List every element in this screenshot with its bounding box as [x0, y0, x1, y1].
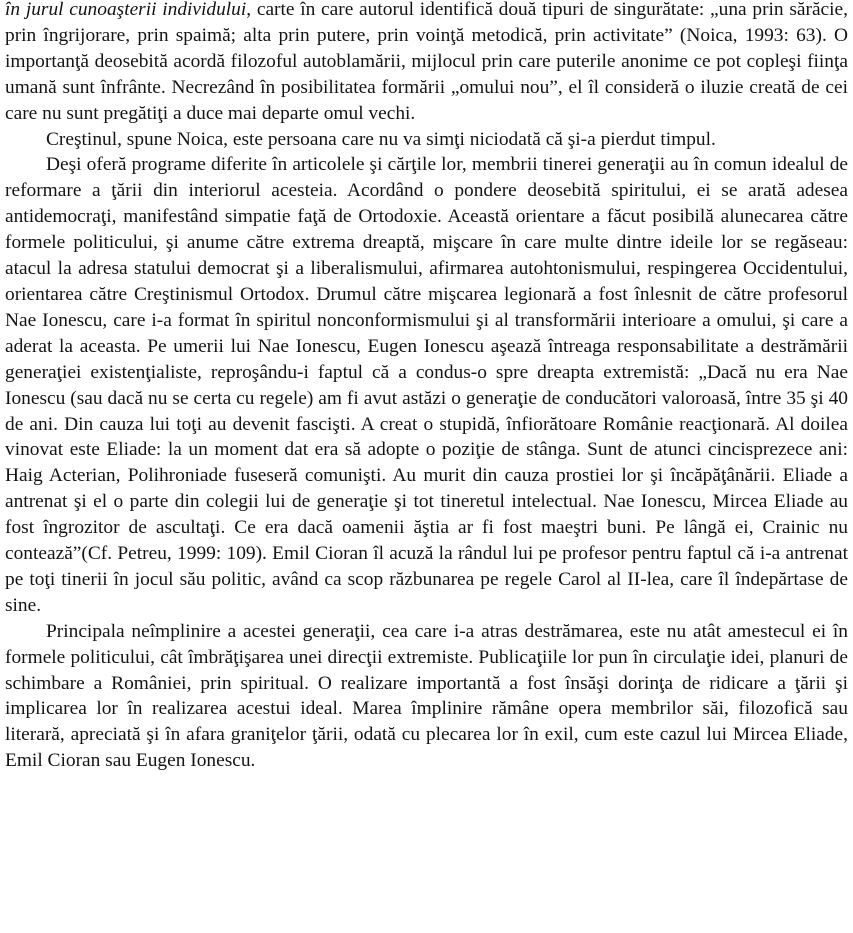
book-title-italic: în jurul cunoaşterii individului [5, 0, 247, 20]
paragraph-4: Principala neîmplinire a acestei generaţii, cea care i-a atras destrămarea, este nu atât amestecul ei în formele politicului, cât îmbrăţişarea unei direcţii extremiste. Publicaţiile lor pun în circulaţie idei, planuri de schimbare a României, prin spiritual. O realizare importantă a fost însăşi dorinţa de ridicare a ţării şi implicarea lor în realizarea acestui ideal. Marea împlinire rămâne opera membrilor săi, filozofică sau literară, apreciată şi în afara graniţelor ţării, odată cu plecarea lor în exil, cum este cazul lui Mircea Eliade, Emil Cioran sau Eugen Ionescu. [5, 620, 848, 772]
paragraph-3: Deşi oferă programe diferite în articolele şi cărţile lor, membrii tinerei generaţii au în comun idealul de reformare a ţării din interiorul acesteia. Acordând o pondere deosebită spiritului, ei se arată adesea antidemocraţi, manifestând simpatie faţă de Ortodoxie. Această orientare a făcut posibilă alunecarea către formele politicului, şi anume către extrema dreaptă, mişcare în care multe dintre ideile lor se regăseau: atacul la adresa statului democrat şi a liberalismului, afirmarea autohtonismului, respingerea Occidentului, orientarea către Creştinismul Ortodox. Drumul către mişcarea legionară a fost înlesnit de către profesorul Nae Ionescu, care i-a format în spiritul nonconformismului şi al transformării interioare a omului, şi care a aderat la aceasta. Pe umerii lui Nae Ionescu, Eugen Ionescu aşează întreaga responsabilitate a destrămării generaţiei existenţialiste, reproşându-i faptul că a condus-o spre dreapta extremistă: „Dacă nu era Nae Ionescu (sau dacă nu se certa cu regele) am fi avut astăzi o generaţie de conducători valoroasă, între 35 şi 40 de ani. Din cauza lui toţi au devenit fascişti. A creat o stupidă, înfiorătoare Românie reacţionară. Al doilea vinovat este Eliade: la un moment dat era să adopte o poziţie de stânga. Sunt de atunci cincisprezece ani: Haig Acterian, Polihroniade fuseseră comunişti. Au murit din cauza prostiei lor şi încăpăţânării. Eliade a antrenat şi el o parte din colegii lui de generaţie şi tot tineretul intelectual. Nae Ionescu, Mircea Eliade au fost îngrozitor de ascultaţi. Ce era dacă oamenii ăştia ar fi fost maeştri buni. Pe lângă ei, Crainic nu contează”(Cf. Petreu, 1999: 109). Emil Cioran îl acuză la rândul lui pe profesor pentru faptul că i-a antrenat pe toţi tinerii în jocul său politic, având ca scop răzbunarea pe regele Carol al II-lea, care îl îndepărtase de sine. [5, 154, 848, 616]
paragraph-1-text: , carte în care autorul identifică două tipuri de singurătate: „una prin sărăcie, prin îngrijorare, prin spaimă; alta prin putere, prin voinţă metodică, prin activitate” (Noica, 1993: 63). O importanţă deosebită acordă filozoful autoblamării, mijlocul prin care puterile anonime ce pot copleşi fiinţa umană sunt înfrânte. Necrezând în posibilitatea formării „omului nou”, el îl consideră o iluzie creată de cei care nu sunt pregătiţi a duce mai departe omul vechi. [5, 0, 849, 124]
paragraph-2: Creştinul, spune Noica, este persoana care nu va simţi niciodată că şi-a pierdut timpul. [46, 128, 716, 150]
paragraph-1 [5, 0, 848, 127]
